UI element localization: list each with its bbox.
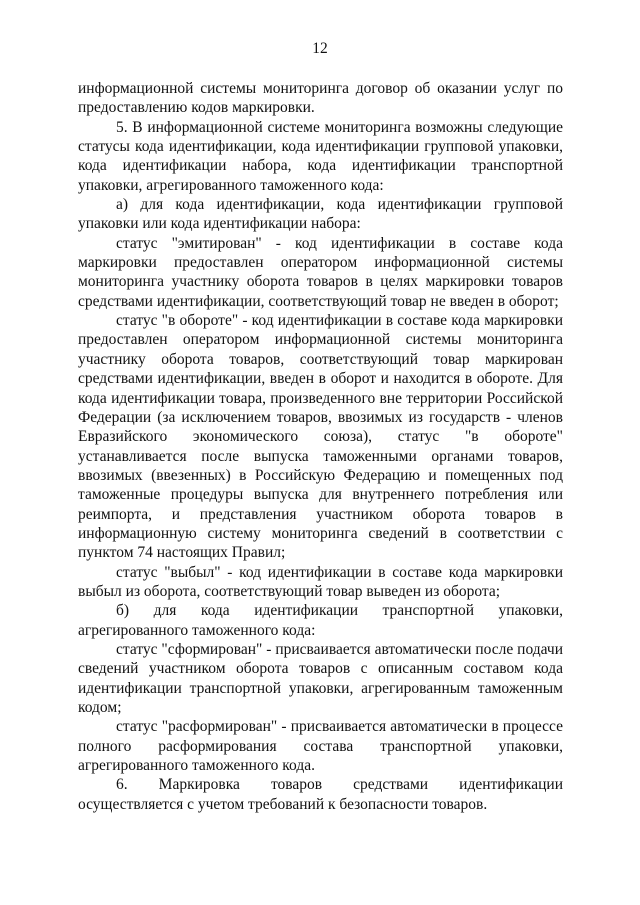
paragraph-status-formed: статус "сформирован" - присваивается автоматически после подачи сведений участником оборота товаров с описанным составом кода идентификации транспортной упаковки, агрегированным таможенным кодом; bbox=[78, 640, 563, 716]
paragraph-status-emitted: статус "эмитирован" - код идентификации в составе кода маркировки предоставлен оператором информационной системы мониторинга участнику оборота товаров в целях маркировки товаров средствами идентификации, соответствующий товар не введен в оборот; bbox=[78, 234, 563, 310]
paragraph-status-withdrawn: статус "выбыл" - код идентификации в составе кода маркировки выбыл из оборота, соответствующий товар выведен из оборота; bbox=[78, 563, 563, 600]
page-number: 12 bbox=[312, 40, 328, 57]
paragraph-item-5: 5. В информационной системе мониторинга возможны следующие статусы кода идентификации, кода идентификации групповой упаковки, кода идентификации набора, кода идентификации транспортной упаковки, агрегированного таможенного кода: bbox=[78, 118, 563, 194]
document-body bbox=[78, 79, 563, 814]
paragraph-subitem-b: б) для кода идентификации транспортной упаковки, агрегированного таможенного кода: bbox=[78, 602, 563, 639]
paragraph-continuation: информационной системы мониторинга договор об оказании услуг по предоставлению кодов маркировки. bbox=[78, 80, 563, 117]
paragraph-status-in-circulation: статус "в обороте" - код идентификации в составе кода маркировки предоставлен оператором информационной системы мониторинга участнику оборота товаров, соответствующий товар маркирован средствами идентификации, введен в оборот и находится в обороте. Для кода идентификации товара, произведенного вне территории Российской Федерации (за исключением товаров, ввозимых из государств - членов Евразийского экономического союза), статус "в обороте" устанавливается после выпуска таможенными органами товаров, ввозимых (ввезенных) в Российскую Федерацию и помещенных под таможенные процедуры выпуска для внутреннего потребления или реимпорта, и представления участником оборота товаров в информационную систему мониторинга сведений в соответствии с пунктом 74 настоящих Правил; bbox=[78, 312, 563, 562]
paragraph-item-6: 6. Маркировка товаров средствами идентификации осуществляется с учетом требований к безопасности товаров. bbox=[78, 776, 563, 813]
paragraph-status-disbanded: статус "расформирован" - присваивается автоматически в процессе полного расформирования состава транспортной упаковки, агрегированного таможенного кода. bbox=[78, 718, 563, 775]
paragraph-subitem-a: а) для кода идентификации, кода идентификации групповой упаковки или кода идентификации набора: bbox=[78, 196, 563, 233]
